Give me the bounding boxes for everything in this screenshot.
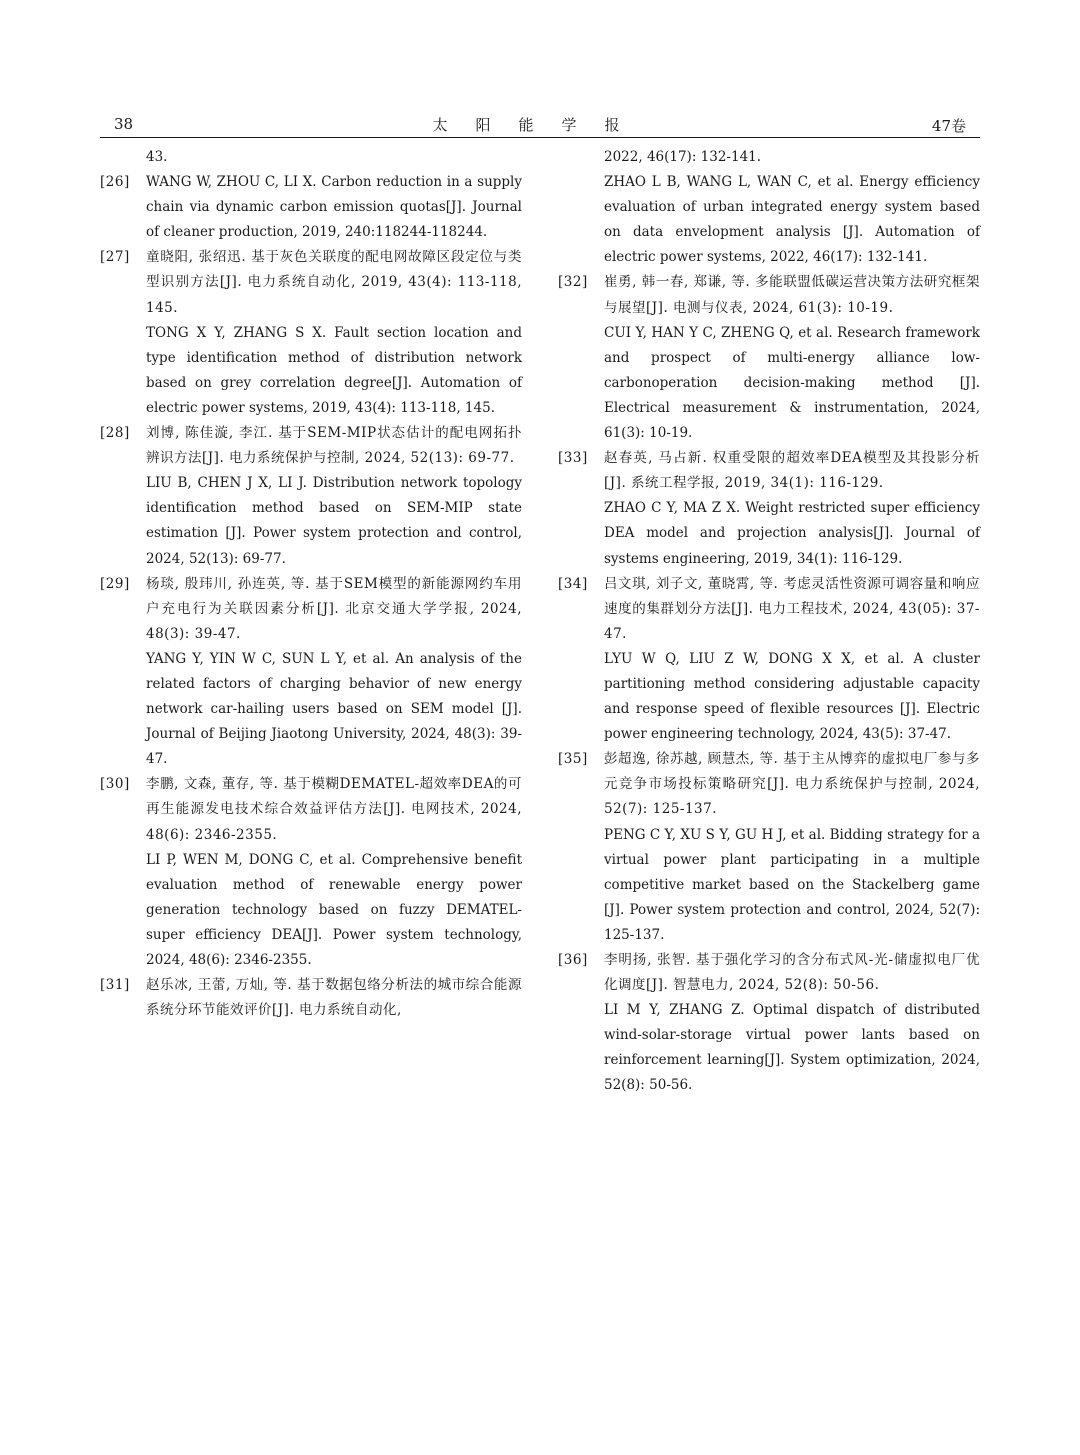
reference-number: [35] (558, 751, 588, 768)
reference-text-zh: 彭超逸, 徐苏越, 顾慧杰, 等. 基于主从博弈的虚拟电厂参与多元竞争市场投标策略研究[J]. 电力系统保护与控制, 2024, 52(7): 125-137. (604, 751, 980, 818)
reference-text-zh: 童晓阳, 张绍迅. 基于灰色关联度的配电网故障区段定位与类型识别方法[J]. 电力系统自动化, 2019, 43(4): 113-118, 145. (146, 249, 522, 316)
reference-text-en: TONG X Y, ZHANG S X. Fault section location and type identification method of distribution network based on grey correlation degree[J]. Automation of electric power systems, 2019, 43(4): 113-118, 145. (146, 324, 522, 416)
reference-number: [26] (100, 174, 130, 191)
left-column (100, 145, 522, 1023)
reference-26 (100, 170, 522, 245)
reference-text-en: LIU B, CHEN J X, LI J. Distribution network topology identification method based on SEM-MIP state estimation [J]. Power system protection and control, 2024, 52(13): 69-77. (146, 475, 522, 567)
reference-text-en: PENG C Y, XU S Y, GU H J, et al. Bidding strategy for a virtual power plant participating in a multiple competitive market based on the Stackelberg game [J]. Power system protection and control, 2024, 52(7): 125-137. (604, 826, 980, 943)
reference-number: [27] (100, 249, 130, 266)
right-column (558, 145, 980, 1099)
reference-36 (558, 948, 980, 1099)
reference-text-en: ZHAO L B, WANG L, WAN C, et al. Energy efficiency evaluation of urban integrated energy system based on data envelopment analysis [J]. Automation of electric power systems, 2022, 46(17): 132-141. (604, 174, 980, 266)
reference-number: [36] (558, 952, 588, 968)
reference-number: [31] (100, 977, 130, 994)
reference-text-en: ZHAO C Y, MA Z X. Weight restricted super efficiency DEA model and projection analysis[J]. Journal of systems engineering, 2019, 34(1): 116-129. (604, 500, 980, 567)
reference-34 (558, 572, 980, 748)
reference-text-zh: 李明扬, 张智. 基于强化学习的含分布式风-光-储虚拟电厂优化调度[J]. 智慧电力, 2024, 52(8): 50-56. (604, 952, 980, 994)
reference-number: [33] (558, 450, 588, 467)
reference-number: [29] (100, 575, 130, 592)
reference-30 (100, 772, 522, 973)
reference-33 (558, 446, 980, 571)
reference-number: [30] (100, 776, 130, 793)
page-header (100, 112, 980, 136)
reference-number: [34] (558, 575, 588, 592)
reference-text-zh: 吕文琪, 刘子文, 董晓霄, 等. 考虑灵活性资源可调容量和响应速度的集群划分方法[J]. 电力工程技术, 2024, 43(05): 37-47. (604, 575, 980, 642)
reference-text-en: CUI Y, HAN Y C, ZHENG Q, et al. Research framework and prospect of multi-energy alliance low-carbonoperation decision-making method [J]. Electrical measurement & instrumentation, 2024, 61(3): 10-19. (604, 324, 980, 442)
reference-35 (558, 747, 980, 948)
journal-title: 太阳能学报 (432, 116, 648, 134)
reference-number: [28] (100, 425, 130, 442)
header-rule (100, 137, 980, 138)
reference-text-en: LI M Y, ZHANG Z. Optimal dispatch of distributed wind-solar-storage virtual power lants based on reinforcement learning[J]. System optimization, 2024, 52(8): 50-56. (604, 1002, 980, 1094)
reference-31 (100, 973, 522, 1023)
reference-28 (100, 421, 522, 572)
reference-text-en: LYU W Q, LIU Z W, DONG X X, et al. A cluster partitioning method considering adjustable capacity and response speed of flexible resources [J]. Electric power engineering technology, 2024, 43(5): 37-47. (604, 650, 980, 743)
reference-text-en: YANG Y, YIN W C, SUN L Y, et al. An analysis of the related factors of charging behavior of new energy network car-hailing users based on SEM model [J]. Journal of Beijing Jiaotong University, 2024, 48(3): 39-47. (146, 650, 522, 768)
reference-text-zh: 崔勇, 韩一春, 郑谦, 等. 多能联盟低碳运营决策方法研究框架与展望[J]. 电测与仪表, 2024, 61(3): 10-19. (604, 274, 980, 316)
volume-label: 47卷 (931, 117, 966, 135)
reference-text-zh: 刘博, 陈佳漩, 李江. 基于SEM-MIP状态估计的配电网拓扑辨识方法[J]. 电力系统保护与控制, 2024, 52(13): 69-77. (146, 425, 522, 467)
reference-continuation (100, 145, 522, 170)
page-number: 38 (114, 115, 134, 133)
reference-27 (100, 245, 522, 421)
reference-text-zh: 2022, 46(17): 132-141. (604, 149, 762, 165)
reference-text: 43. (146, 149, 168, 165)
reference-text-zh: 赵春英, 马占新. 权重受限的超效率DEA模型及其投影分析[J]. 系统工程学报, 2019, 34(1): 116-129. (604, 450, 980, 492)
reference-32 (558, 270, 980, 446)
reference-number: [32] (558, 274, 588, 291)
reference-31-continuation (558, 145, 980, 270)
reference-text-zh: 杨琰, 殷玮川, 孙连英, 等. 基于SEM模型的新能源网约车用户充电行为关联因素分析[J]. 北京交通大学学报, 2024, 48(3): 39-47. (146, 575, 522, 642)
reference-29 (100, 572, 522, 773)
reference-text-zh: 李鹏, 文森, 董存, 等. 基于模糊DEMATEL-超效率DEA的可再生能源发电技术综合效益评估方法[J]. 电网技术, 2024, 48(6): 2346-2355. (146, 776, 522, 843)
reference-text-en: WANG W, ZHOU C, LI X. Carbon reduction in a supply chain via dynamic carbon emission quotas[J]. Journal of cleaner production, 2019, 240:118244-118244. (146, 174, 522, 241)
reference-text-en: LI P, WEN M, DONG C, et al. Comprehensive benefit evaluation method of renewable energy power generation technology based on fuzzy DEMATEL-super efficiency DEA[J]. Power system technology, 2024, 48(6): 2346-2355. (146, 851, 522, 968)
reference-text-zh: 赵乐冰, 王蕾, 万灿, 等. 基于数据包络分析法的城市综合能源系统分环节能效评价[J]. 电力系统自动化, (146, 977, 522, 1019)
